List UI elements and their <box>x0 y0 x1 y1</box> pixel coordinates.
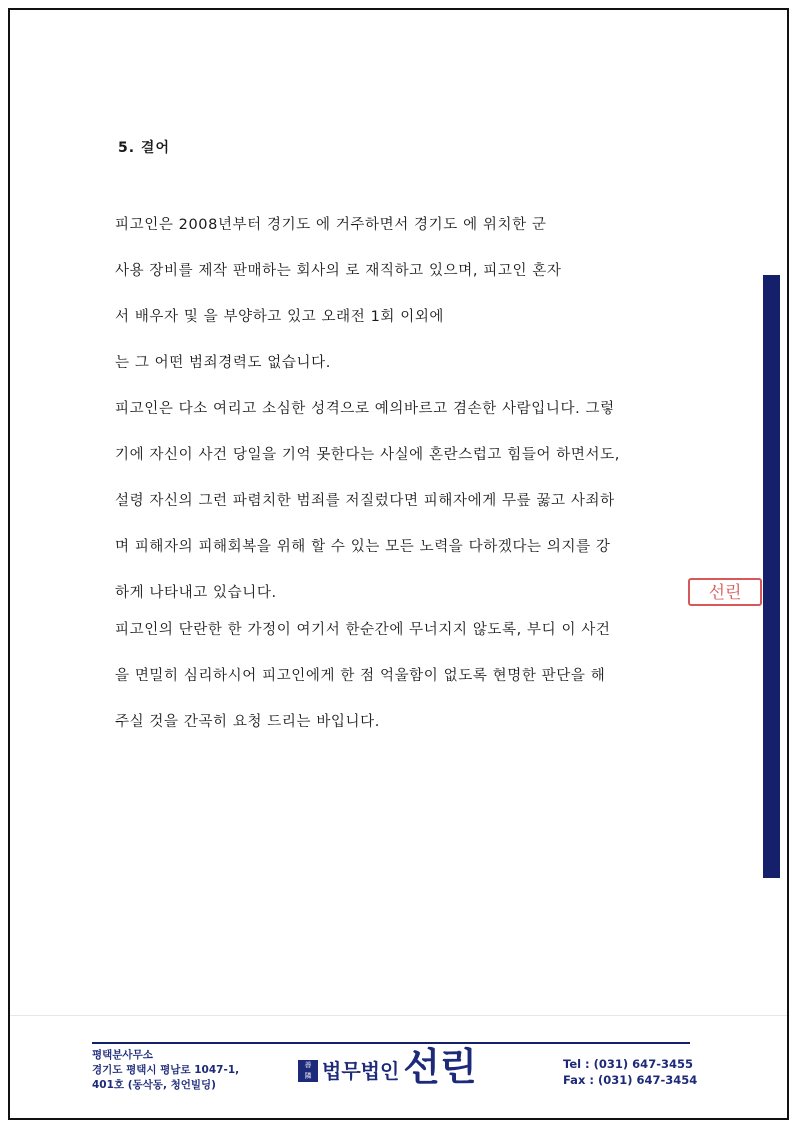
paragraph-line: 피고인의 단란한 한 가정이 여기서 한순간에 무너지지 않도록, 부디 이 사건 <box>115 622 611 638</box>
paragraph-line: 며 피해자의 피해회복을 위해 할 수 있는 모든 노력을 다하겠다는 의지를 강 <box>115 539 611 555</box>
firm-logo-icon: 善 隣 <box>298 1060 318 1082</box>
paragraph-line: 피고인은 2008년부터 경기도 에 거주하면서 경기도 에 위치한 군 <box>115 217 547 233</box>
footer-divider <box>92 1042 690 1044</box>
paragraph-line: 사용 장비를 제작 판매하는 회사의 로 재직하고 있으며, 피고인 혼자 <box>115 263 562 279</box>
paragraph-1 <box>115 202 695 386</box>
firm-name: 선린 <box>403 1045 477 1089</box>
office-title: 평택분사무소 <box>92 1049 153 1061</box>
firm-brand <box>298 1045 477 1089</box>
paragraph-2 <box>115 386 695 616</box>
seal-stamp: 선린 <box>688 578 762 606</box>
section-heading: 5. 결어 <box>118 140 170 156</box>
paragraph-line: 을 면밀히 심리하시어 피고인에게 한 점 억울함이 없도록 현명한 판단을 해 <box>115 668 606 684</box>
paragraph-3 <box>115 607 695 745</box>
paragraph-line: 하게 나타내고 있습니다. <box>115 585 277 601</box>
paragraph-line: 서 배우자 및 을 부양하고 있고 오래전 1회 이외에 <box>115 309 445 325</box>
paragraph-line: 기에 자신이 사건 당일을 기억 못한다는 사실에 혼란스럽고 힘들어 하면서도, <box>115 447 620 463</box>
paragraph-line: 는 그 어떤 범죄경력도 없습니다. <box>115 355 331 371</box>
office-address-line2: 401호 (동삭동, 청언빌딩) <box>92 1079 216 1091</box>
office-address-line1: 경기도 평택시 평남로 1047-1, <box>92 1064 240 1076</box>
tel-number: Tel : (031) 647-3455 <box>563 1057 693 1071</box>
paragraph-line: 주실 것을 간곡히 요청 드리는 바입니다. <box>115 714 380 730</box>
fax-number: Fax : (031) 647-3454 <box>563 1073 698 1087</box>
footer-divider-faint <box>10 1015 787 1016</box>
contact-block <box>563 1056 697 1088</box>
office-address-block <box>92 1048 239 1093</box>
paragraph-line: 피고인은 다소 여리고 소심한 성격으로 예의바르고 겸손한 사람입니다. 그렇 <box>115 401 615 417</box>
side-accent-bar <box>763 275 780 878</box>
firm-label: 법무법인 <box>322 1059 400 1083</box>
paragraph-line: 설령 자신의 그런 파렴치한 범죄를 저질렀다면 피해자에게 무릎 꿇고 사죄하 <box>115 493 615 509</box>
